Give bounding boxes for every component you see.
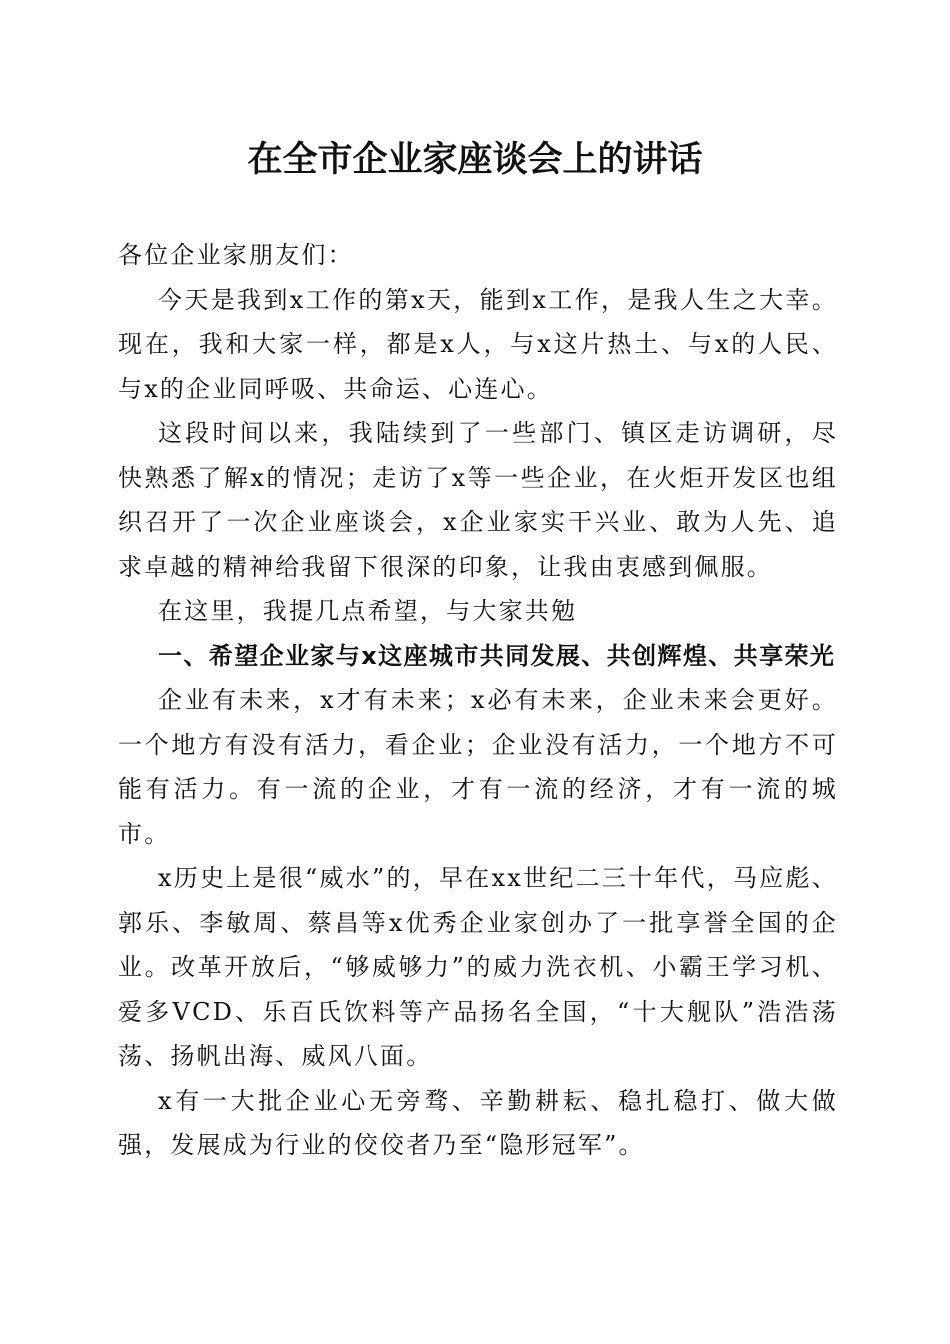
section-heading-1: 一、希望企业家与x这座城市共同发展、共创辉煌、共享荣光 (158, 641, 836, 670)
section-paragraph-1: 企业有未来，x才有未来；x必有未来，企业未来会更好。一个地方有没有活力，看企业；企业没有活力，一个地方不可能有活力。有一流的企业，才有一流的经济，才有一流的城市。 (118, 686, 838, 848)
document-title: 在全市企业家座谈会上的讲话 (247, 139, 703, 180)
section-paragraph-2: x历史上是很“威水”的，早在xx世纪二三十年代，马应彪、郭乐、李敏周、蔡昌等x优秀企业家创办了一批享誉全国的企业。改革开放后，“够威够力”的威力洗衣机、小霸王学习机、爱多VCD、乐百氏饮料等产品扬名全国，“十大舰队”浩浩荡荡、扬帆出海、威风八面。 (118, 864, 838, 1070)
paragraph-3: 在这里，我提几点希望，与大家共勉 (158, 597, 578, 625)
document-body (118, 233, 838, 1168)
paragraph-1: 今天是我到x工作的第x天，能到x工作，是我人生之大幸。现在，我和大家一样，都是x人，与x这片热土、与x的人民、与x的企业同呼吸、共命运、心连心。 (118, 285, 838, 403)
section-paragraph-3: x有一大批企业心无旁骛、辛勤耕耘、稳扎稳打、做大做强，发展成为行业的佼佼者乃至“隐形冠军”。 (118, 1086, 838, 1159)
paragraph-2: 这段时间以来，我陆续到了一些部门、镇区走访调研，尽快熟悉了解x的情况；走访了x等一些企业，在火炬开发区也组织召开了一次企业座谈会，x企业家实干兴业、敢为人先、追求卓越的精神给我留下很深的印象，让我由衷感到佩服。 (118, 419, 838, 581)
salutation: 各位企业家朋友们： (118, 241, 354, 269)
